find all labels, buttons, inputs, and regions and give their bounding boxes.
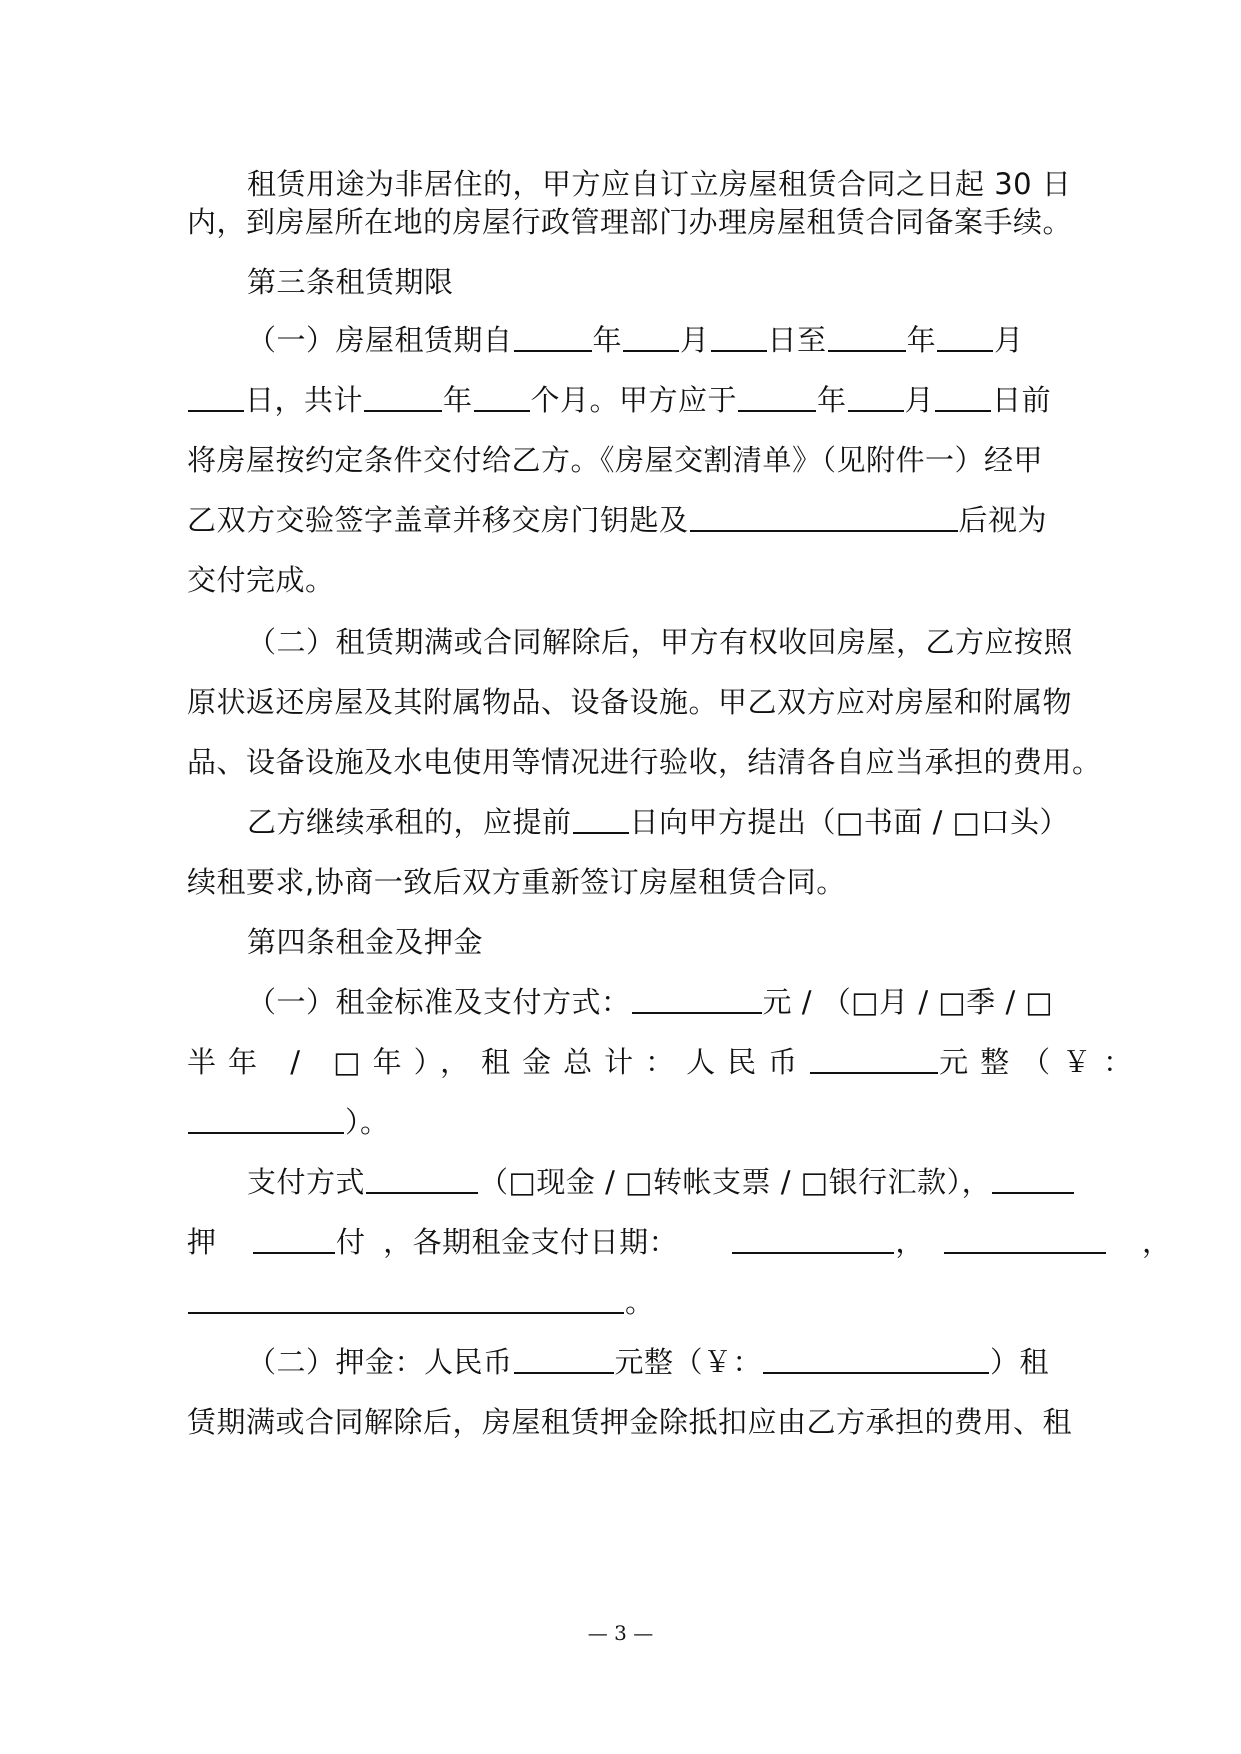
paragraph-line bbox=[247, 802, 1069, 842]
paragraph-line bbox=[187, 380, 1051, 420]
fill-blank[interactable] bbox=[366, 1162, 478, 1194]
text-run: （一）房屋租赁期自 bbox=[247, 323, 513, 357]
text-run: 日至 bbox=[767, 323, 827, 357]
text-run: 元 / （□月 / □季 / □ bbox=[762, 985, 1054, 1019]
text-run: 乙方继续承租的，应提前 bbox=[247, 805, 572, 839]
text-run: 内，到房屋所在地的房屋行政管理部门办理房屋租赁合同备案手续。 bbox=[187, 205, 1073, 239]
text-run: 赁期满或合同解除后，房屋租赁押金除抵扣应由乙方承担的费用、租 bbox=[187, 1405, 1073, 1439]
fill-blank[interactable] bbox=[711, 320, 767, 352]
fill-blank[interactable] bbox=[623, 320, 679, 352]
fill-blank[interactable] bbox=[253, 1222, 335, 1254]
section-heading bbox=[247, 922, 483, 962]
fill-blank[interactable] bbox=[828, 320, 906, 352]
text-run: 将房屋按约定条件交付给乙方。《房屋交割清单》（见附件一）经甲 bbox=[187, 443, 1044, 477]
section-heading bbox=[247, 262, 454, 302]
paragraph-line bbox=[187, 500, 1047, 540]
text-run: ， bbox=[1142, 1225, 1172, 1259]
text-run: 年 bbox=[817, 383, 847, 417]
fill-blank[interactable] bbox=[474, 380, 530, 412]
fill-blank[interactable] bbox=[514, 1342, 614, 1374]
text-run: ）。 bbox=[345, 1105, 390, 1139]
fill-blank[interactable] bbox=[763, 1342, 989, 1374]
paragraph-line bbox=[187, 440, 1043, 480]
fill-blank[interactable] bbox=[632, 982, 762, 1014]
fill-blank[interactable] bbox=[992, 1162, 1074, 1194]
text-run: （一）租金标准及支付方式： bbox=[247, 985, 631, 1019]
text-run: 日前 bbox=[992, 383, 1052, 417]
text-run: （□现金 / □转帐支票 / □银行汇款）， bbox=[479, 1165, 992, 1199]
text-run: 月 bbox=[994, 323, 1024, 357]
fill-blank[interactable] bbox=[514, 320, 592, 352]
fill-blank[interactable] bbox=[935, 380, 991, 412]
text-run: 。 bbox=[625, 1285, 655, 1319]
fill-blank[interactable] bbox=[937, 320, 993, 352]
paragraph-line bbox=[247, 622, 1073, 662]
text-run: 交付完成。 bbox=[187, 563, 335, 597]
paragraph-line bbox=[187, 742, 1102, 782]
text-run: （二）租赁期满或合同解除后，甲方有权收回房屋，乙方应按照 bbox=[247, 625, 1074, 659]
heading-text: 第四条租金及押金 bbox=[247, 925, 484, 959]
fill-blank[interactable] bbox=[188, 380, 244, 412]
text-run: 续租要求,协商一致后双方重新签订房屋租赁合同。 bbox=[187, 865, 846, 899]
text-run: 后视为 bbox=[958, 503, 1048, 537]
text-run: 押 bbox=[187, 1225, 217, 1259]
paragraph-line bbox=[187, 1042, 1144, 1082]
text-run: 租赁用途为非居住的，甲方应自订立房屋租赁合同之日起 30 日 bbox=[247, 167, 1072, 201]
paragraph-line bbox=[187, 862, 846, 902]
paragraph-line bbox=[247, 982, 1053, 1022]
fill-blank[interactable] bbox=[690, 500, 958, 532]
text-run: 月 bbox=[680, 323, 710, 357]
text-run: 乙双方交验签字盖章并移交房门钥匙及 bbox=[187, 503, 689, 537]
paragraph-line bbox=[187, 1282, 655, 1322]
paragraph-line bbox=[247, 1342, 1049, 1382]
text-run: 付 ，各期租金支付日期： bbox=[335, 1225, 679, 1259]
paragraph-line bbox=[187, 682, 1072, 722]
text-run: ）租 bbox=[990, 1345, 1050, 1379]
fill-blank[interactable] bbox=[188, 1102, 344, 1134]
text-run: 品、设备设施及水电使用等情况进行验收，结清各自应当承担的费用。 bbox=[187, 745, 1102, 779]
fill-blank[interactable] bbox=[738, 380, 816, 412]
text-run: 半年 / □年），租金总计：人民币 bbox=[187, 1045, 810, 1079]
fill-blank[interactable] bbox=[944, 1222, 1106, 1254]
text-run: 支付方式 bbox=[247, 1165, 366, 1199]
heading-text: 第三条租赁期限 bbox=[247, 265, 454, 299]
text-run: ， bbox=[895, 1225, 925, 1259]
paragraph-line bbox=[247, 1162, 1075, 1202]
fill-blank[interactable] bbox=[364, 380, 442, 412]
text-run: 日向甲方提出（□书面 / □口头） bbox=[629, 805, 1070, 839]
text-run: 月 bbox=[904, 383, 935, 417]
fill-blank[interactable] bbox=[848, 380, 904, 412]
paragraph-line bbox=[187, 1102, 390, 1142]
fill-blank[interactable] bbox=[732, 1222, 894, 1254]
text-run: 原状返还房屋及其附属物品、设备设施。甲乙双方应对房屋和附属物 bbox=[187, 685, 1073, 719]
paragraph-line bbox=[247, 320, 1024, 360]
paragraph-line bbox=[247, 164, 1071, 204]
paragraph-line bbox=[187, 202, 1072, 242]
fill-blank[interactable] bbox=[188, 1282, 624, 1314]
text-run: 年 bbox=[443, 383, 473, 417]
text-run: 元整（￥： bbox=[614, 1345, 763, 1379]
fill-blank[interactable] bbox=[573, 802, 629, 834]
paragraph-line bbox=[187, 560, 335, 600]
paragraph-line bbox=[187, 1222, 1172, 1262]
text-run: 年 bbox=[906, 323, 937, 357]
text-run: 元整（￥： bbox=[939, 1045, 1145, 1079]
page-number: — 3 — bbox=[587, 1621, 654, 1645]
paragraph-line bbox=[187, 1402, 1072, 1442]
text-run: 日，共计 bbox=[245, 383, 364, 417]
text-run: 个月。甲方应于 bbox=[530, 383, 738, 417]
text-run: （二）押金：人民币 bbox=[247, 1345, 513, 1379]
text-run: 年 bbox=[592, 323, 623, 357]
fill-blank[interactable] bbox=[810, 1042, 938, 1074]
